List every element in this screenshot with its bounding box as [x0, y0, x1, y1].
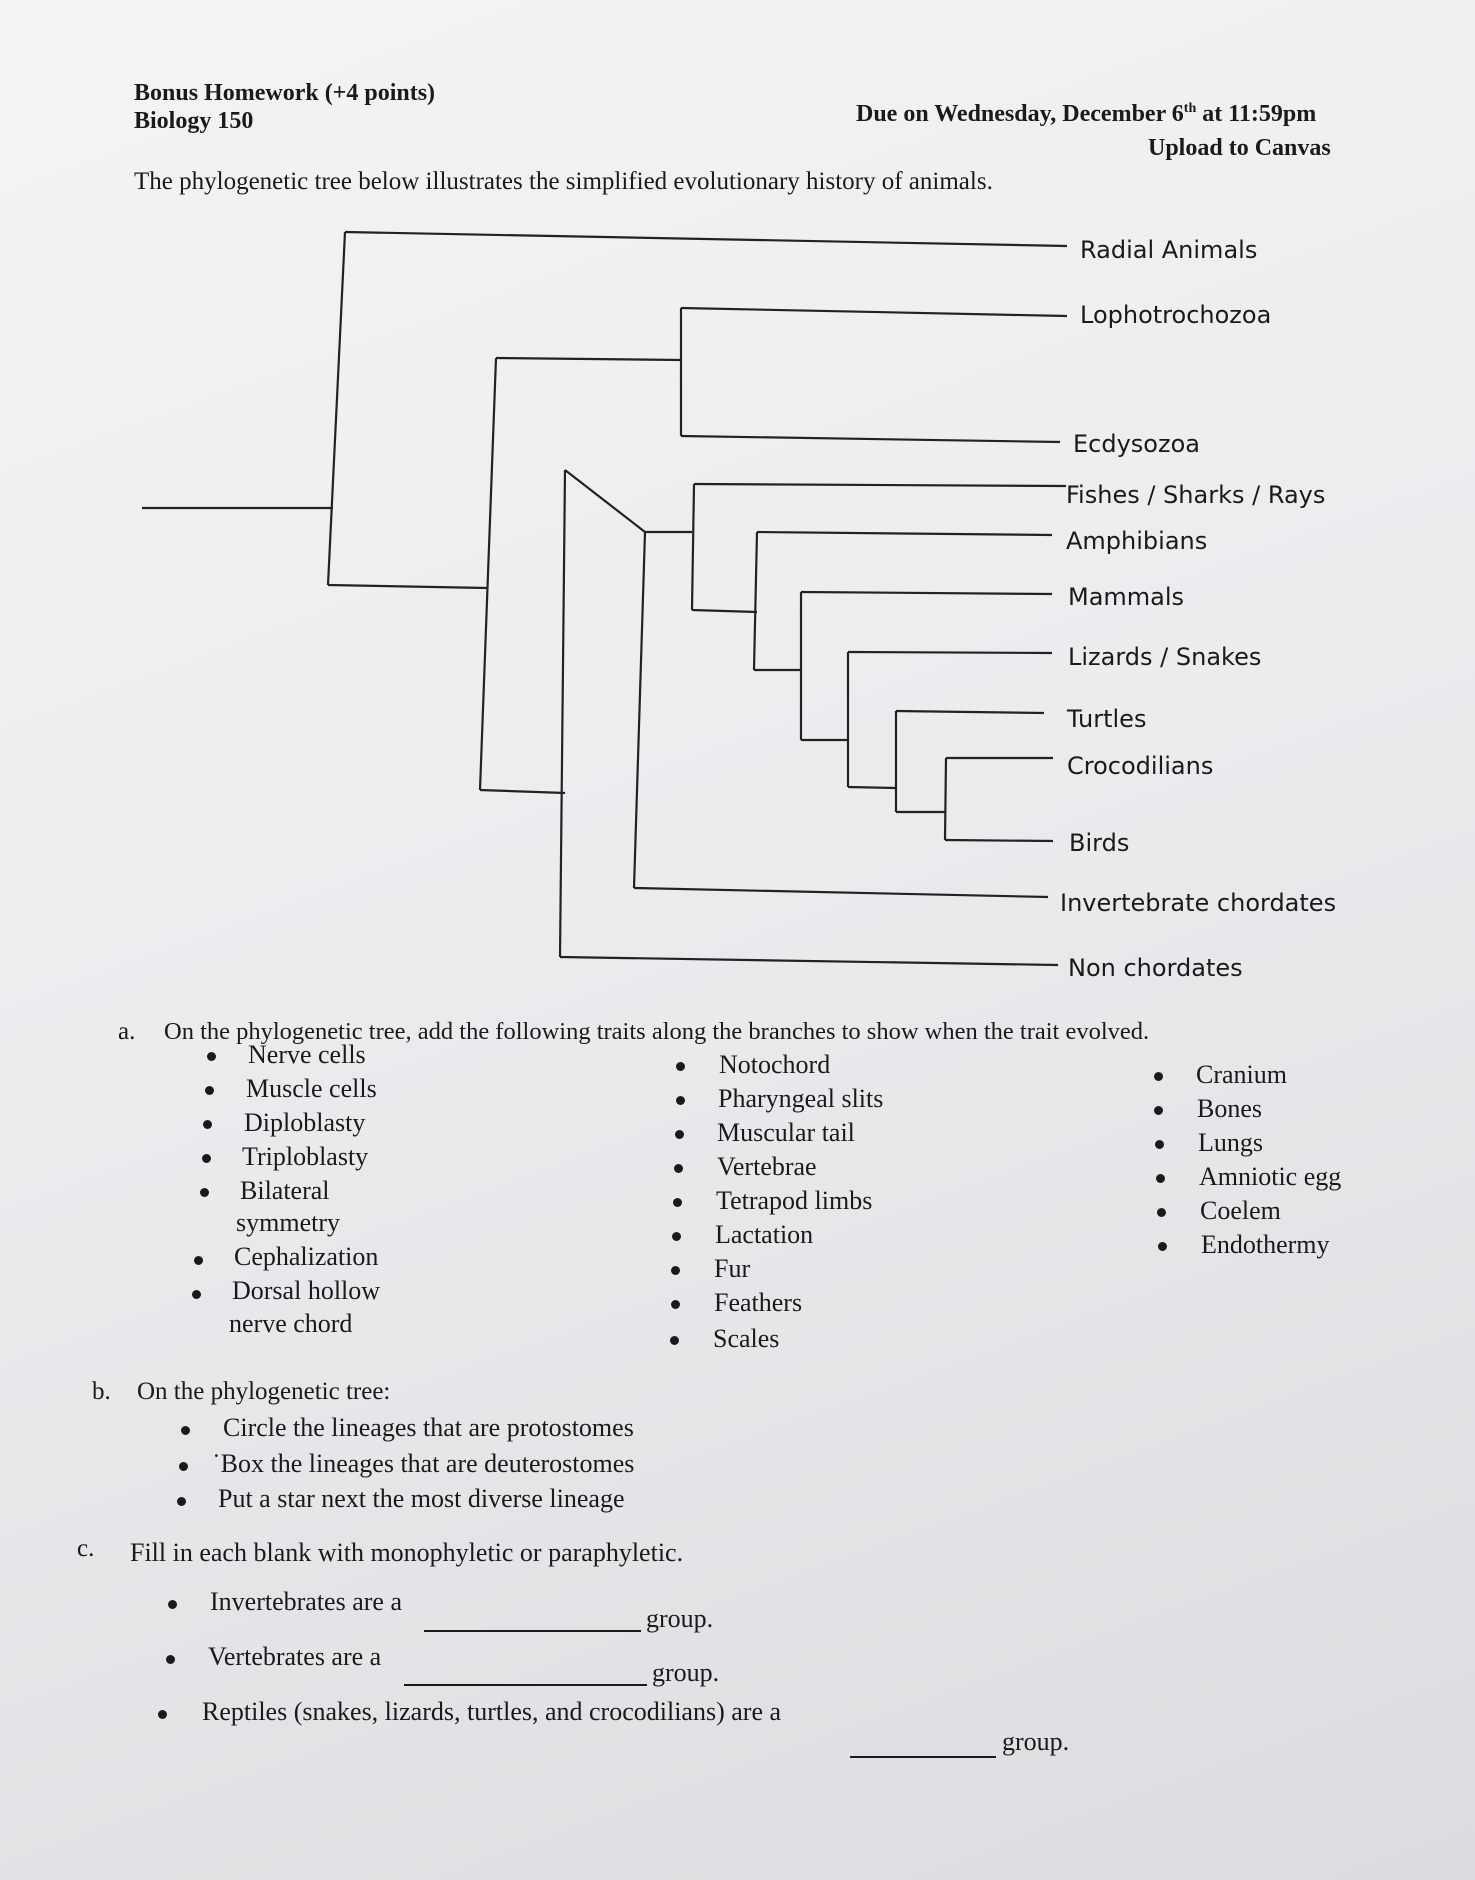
- tetrapod-node: [754, 532, 757, 670]
- trait-item: Bones: [1197, 1094, 1262, 1123]
- trait-item: Cranium: [1196, 1060, 1287, 1089]
- bullet: [177, 1497, 186, 1506]
- bilateria-node: [480, 358, 496, 790]
- branch-invertebrate-chordates: [634, 888, 1048, 897]
- bullet: [205, 1086, 214, 1095]
- bullet: [207, 1052, 216, 1061]
- fill-in-blank[interactable]: [850, 1756, 996, 1758]
- trait-item: Tetrapod limbs: [716, 1186, 873, 1215]
- bullet: [671, 1300, 680, 1309]
- label-turtles: Turtles: [1067, 705, 1147, 733]
- part-b-item: Circle the lineages that are protostomes: [223, 1413, 634, 1442]
- bullet: [676, 1096, 685, 1105]
- trait-item: Scales: [713, 1324, 780, 1353]
- trait-item: Fur: [714, 1254, 751, 1283]
- trait-item-continued: symmetry: [236, 1208, 340, 1237]
- bullet: [673, 1198, 682, 1207]
- trait-item: Endothermy: [1201, 1230, 1330, 1259]
- part-c-item-text: Vertebrates are a: [208, 1642, 382, 1671]
- trait-item: Diploblasty: [244, 1108, 366, 1137]
- bullet: [675, 1130, 684, 1139]
- part-a-letter: a.: [118, 1018, 136, 1045]
- bullet: [181, 1426, 190, 1435]
- label-fishes: Fishes / Sharks / Rays: [1066, 481, 1326, 509]
- branch-lophotrochozoa: [681, 308, 1067, 316]
- vertebrate-node: [692, 484, 694, 610]
- bullet: [200, 1188, 209, 1197]
- trait-item-continued: nerve chord: [229, 1309, 353, 1338]
- part-b-item: Put a star next the most diverse lineage: [218, 1484, 625, 1513]
- part-c-item-after: group.: [1002, 1727, 1070, 1756]
- due-date-text: Due on Wednesday, December 6: [856, 101, 1184, 127]
- bullet: [192, 1290, 201, 1299]
- part-b-item: ˙Box the lineages that are deuterostomes: [212, 1449, 635, 1478]
- fill-in-blank[interactable]: [424, 1630, 641, 1632]
- bullet: [202, 1154, 211, 1163]
- branch-chordates: [565, 470, 645, 532]
- label-non-chordates: Non chordates: [1068, 954, 1243, 982]
- trait-item: Amniotic egg: [1199, 1162, 1342, 1191]
- trait-item: Muscle cells: [246, 1074, 377, 1103]
- label-invertebrate-chordates: Invertebrate chordates: [1060, 889, 1337, 917]
- branch-turtles: [896, 711, 1044, 713]
- trait-item: Cephalization: [234, 1242, 379, 1271]
- trait-item: Notochord: [719, 1050, 831, 1079]
- trait-item: Dorsal hollow: [232, 1276, 381, 1305]
- part-c-item-text: Invertebrates are a: [210, 1587, 402, 1616]
- branch-mammals: [801, 592, 1052, 594]
- part-c-item-after: group.: [652, 1658, 720, 1687]
- bullet: [203, 1120, 212, 1129]
- bullet: [672, 1232, 681, 1241]
- upload-instruction: Upload to Canvas: [1148, 135, 1331, 161]
- trait-item: Muscular tail: [717, 1118, 855, 1147]
- tree-labels: [1060, 236, 1336, 982]
- trait-item: Coelem: [1200, 1196, 1281, 1225]
- branch-protostomes: [496, 358, 681, 360]
- tree-branches: [142, 232, 1067, 965]
- branch-non-chordates: [560, 957, 1058, 965]
- part-c-letter: c.: [77, 1535, 95, 1562]
- trait-item: Lactation: [715, 1220, 814, 1249]
- part-c-item-after: group.: [646, 1604, 714, 1633]
- archosaur-node: [945, 758, 946, 840]
- bullet: [158, 1710, 167, 1719]
- label-lizards-snakes: Lizards / Snakes: [1068, 643, 1262, 671]
- label-crocodilians: Crocodilians: [1067, 752, 1214, 780]
- part-b-letter: b.: [92, 1378, 111, 1405]
- label-ecdysozoa: Ecdysozoa: [1073, 430, 1200, 458]
- assignment-title: Bonus Homework (+4 points): [134, 80, 436, 106]
- chordate-node: [634, 532, 645, 888]
- fill-in-blank[interactable]: [404, 1684, 647, 1686]
- branch-ecdysozoa: [681, 436, 1060, 442]
- branch-amphibians: [757, 532, 1052, 535]
- due-time: at 11:59pm: [1196, 101, 1317, 127]
- trait-item: Triploblasty: [242, 1142, 369, 1171]
- trait-item: Bilateral: [240, 1176, 330, 1205]
- label-lophotrochozoa: Lophotrochozoa: [1080, 301, 1272, 329]
- trait-item: Pharyngeal slits: [718, 1084, 884, 1113]
- bullet: [1155, 1140, 1164, 1149]
- trait-item: Lungs: [1198, 1128, 1263, 1157]
- part-c-item-text: Reptiles (snakes, lizards, turtles, and crocodilians) are a: [202, 1697, 782, 1726]
- trait-item: Feathers: [714, 1288, 803, 1317]
- due-date-suffix: th: [1183, 101, 1197, 116]
- course-name: Biology 150: [134, 108, 254, 134]
- branch-birds: [945, 840, 1053, 841]
- branch-lizards-snakes: [848, 652, 1052, 653]
- part-b-prompt: On the phylogenetic tree:: [137, 1378, 391, 1405]
- bullet: [1158, 1242, 1167, 1251]
- bullet: [1154, 1072, 1163, 1081]
- bullet: [676, 1062, 685, 1071]
- branch-radial-animals: [345, 232, 1067, 246]
- trait-item: Vertebrae: [717, 1152, 817, 1181]
- bullet: [168, 1600, 177, 1609]
- part-c-prompt: Fill in each blank with monophyletic or paraphyletic.: [130, 1538, 684, 1567]
- bullet: [179, 1462, 188, 1471]
- branch-fishes: [694, 484, 1066, 486]
- intro-text: The phylogenetic tree below illustrates the simplified evolutionary history of animals.: [134, 168, 993, 195]
- trait-item: Nerve cells: [248, 1040, 366, 1069]
- deuterostome-node: [560, 470, 565, 957]
- label-radial-animals: Radial Animals: [1080, 236, 1258, 264]
- bullet: [166, 1655, 175, 1664]
- bullet: [674, 1164, 683, 1173]
- bullet: [670, 1336, 679, 1345]
- label-birds: Birds: [1069, 829, 1130, 857]
- branch-bilateria: [328, 585, 487, 588]
- bullet: [194, 1256, 203, 1265]
- bullet: [1157, 1208, 1166, 1217]
- bullet: [1154, 1106, 1163, 1115]
- label-amphibians: Amphibians: [1066, 527, 1208, 555]
- branch-deuterostomes: [480, 790, 565, 793]
- bullet: [671, 1266, 680, 1275]
- part-a-prompt: On the phylogenetic tree, add the following traits along the branches to show when the trait evolved.: [164, 1018, 1150, 1045]
- root-node: [328, 232, 345, 585]
- branch-tetrapods: [692, 610, 757, 612]
- bullet: [1156, 1174, 1165, 1183]
- label-mammals: Mammals: [1068, 583, 1185, 611]
- branch-archosaurs: [848, 787, 895, 788]
